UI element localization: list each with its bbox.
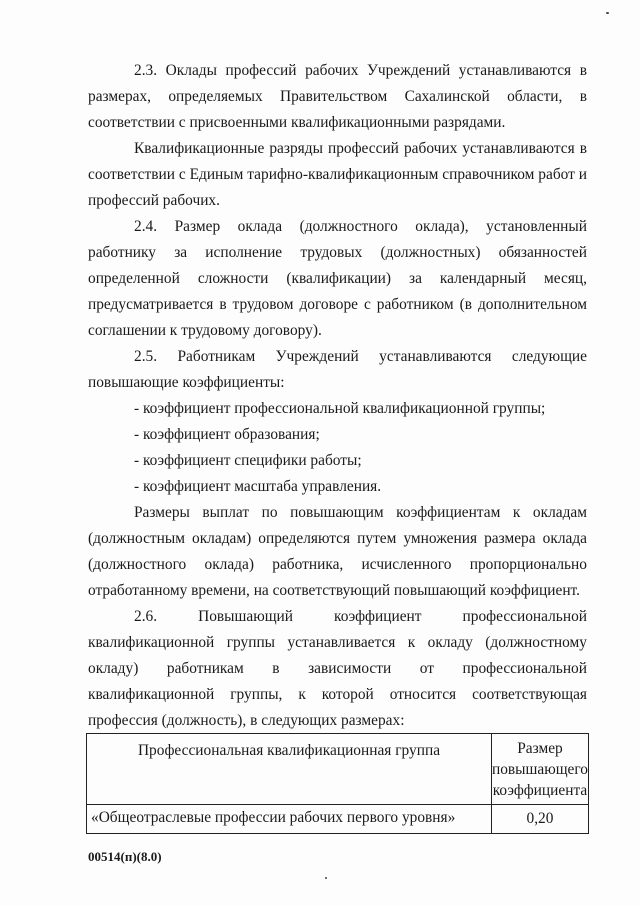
coefficient-table (86, 733, 589, 834)
paragraph-2-3: 2.3. Оклады профессий рабочих Учреждений устанавливаются в размерах, определяемых Правительством Сахалинской области, в соответствии с присвоенными квалификационными разрядами. (88, 62, 587, 131)
list-item: - коэффициент специфики работы; (134, 452, 362, 469)
list-item: - коэффициент масштаба управления. (134, 478, 382, 495)
scan-speck (325, 877, 327, 879)
paragraph-2-6: 2.6. Повышающий коэффициент профессиональной квалификационной группы устанавливается к окладу (должностному окладу) работникам в зависимости от профессиональной квалификационной группы, к которой относится соответствующая профессия (должность), в следующих размерах: (88, 608, 587, 729)
paragraph-2-4: 2.4. Размер оклада (должностного оклада), установленный работнику за исполнение трудовых (должностных) обязанностей определенной сложности (квалификации) за календарный месяц, предусматривается в трудовом договоре с работником (в дополнительном соглашении к трудовому договору). (88, 218, 587, 339)
list-item: - коэффициент профессиональной квалификационной группы; (134, 400, 546, 417)
cell-value: 0,20 (491, 805, 588, 834)
paragraph-2-3-qualification: Квалификационные разряды профессий рабочих устанавливаются в соответствии с Единым тарифно-квалификационным справочником работ и профессий рабочих. (88, 140, 587, 209)
scan-speck (606, 12, 609, 14)
cell-group: «Общеотраслевые профессии рабочих первого уровня» (87, 805, 492, 834)
list-item: - коэффициент образования; (134, 426, 320, 443)
table-row (87, 805, 589, 834)
paragraph-2-5: 2.5. Работникам Учреждений устанавливаются следующие повышающие коэффициенты: (88, 348, 587, 391)
header-size: Размер повышающего коэффициента (491, 734, 588, 805)
header-group: Профессиональная квалификационная группа (87, 734, 492, 805)
document-code: 00514(п)(8.0) (88, 849, 162, 864)
table-header-row (87, 734, 589, 805)
paragraph-2-5-payments: Размеры выплат по повышающим коэффициентам к окладам (должностным окладам) определяются путем умножения размера оклада (должностного оклада) работника, исчисленного пропорционально отработанному времени, на соответствующий повышающий коэффициент. (88, 504, 587, 599)
document-body (88, 58, 587, 734)
